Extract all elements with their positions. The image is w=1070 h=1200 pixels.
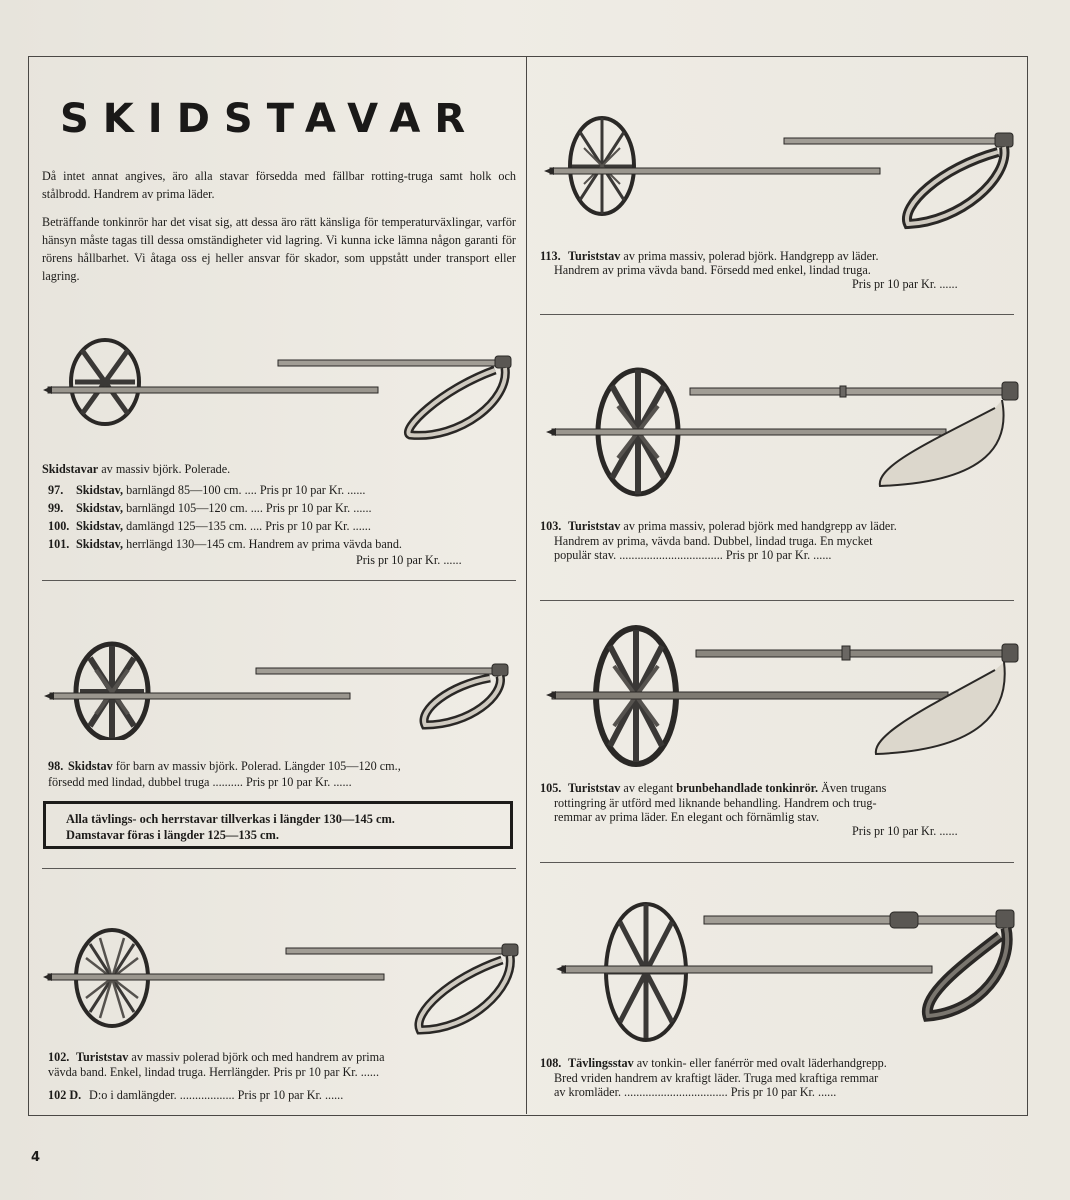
list-item: 101. Skidstav, herrlängd 130—145 cm. Handrem av prima vävda band. bbox=[48, 537, 402, 551]
list-item: 97. Skidstav, barnlängd 85—100 cm. .... Pris pr 10 par Kr. ...... bbox=[48, 483, 366, 497]
item102-line1: 102. Turiststav av massiv polerad björk och med handrem av prima bbox=[48, 1050, 385, 1064]
item103-line1: 103. Turiststav av prima massiv, polerad björk med handgrepp av läder. bbox=[540, 519, 897, 533]
intro-paragraph-2: Beträffande tonkinrör har det visat sig, att dessa äro rätt känsliga för temperaturväxlingar, varför hänsyn måste tagas till dessa omständigheter vid lagring. Vi kunna icke lämna någon garanti för rörens hållbarhet. Vi åtaga oss ej heller ansvar för skador, som uppstått under transport eller lagring. bbox=[42, 215, 516, 283]
item105-line1: 105. Turiststav av elegant brunbehandlade tonkinrör. Även trugans bbox=[540, 781, 887, 795]
item108-line2: Bred vriden handrem av kraftigt läder. Truga med kraftiga remmar bbox=[554, 1071, 879, 1085]
item113-price: Pris pr 10 par Kr. ...... bbox=[852, 277, 958, 291]
item105-price: Pris pr 10 par Kr. ...... bbox=[852, 824, 958, 838]
notice-line-2: Damstavar föras i längder 125—135 cm. bbox=[66, 828, 279, 842]
divider-left-1 bbox=[42, 580, 516, 581]
intro-paragraph-1: Då intet annat angives, äro alla stavar försedda med fällbar rotting-truga samt holk och stålbrodd. Handrem av prima läder. bbox=[42, 169, 516, 201]
item98-line1: 98. Skidstav för barn av massiv björk. Polerad. Längder 105—120 cm., bbox=[48, 759, 401, 773]
divider-right-3 bbox=[540, 862, 1014, 863]
divider-right-2 bbox=[540, 600, 1014, 601]
notice-line-1: Alla tävlings- och herrstavar tillverkas i längder 130—145 cm. bbox=[66, 812, 395, 826]
list-item: 99. Skidstav, barnlängd 105—120 cm. .... Pris pr 10 par Kr. ...... bbox=[48, 501, 372, 515]
item105-line2: rottingring är utförd med liknande behandling. Handrem och trug- bbox=[554, 796, 877, 810]
item113-line2: Handrem av prima vävda band. Försedd med enkel, lindad truga. bbox=[554, 263, 871, 277]
ski-pole-illustration-102 bbox=[40, 918, 526, 1038]
ski-pole-illustration-97 bbox=[40, 330, 520, 450]
length-notice-box bbox=[43, 801, 513, 849]
ski-pole-illustration-103 bbox=[540, 362, 1020, 498]
column-divider bbox=[526, 56, 527, 1114]
item98-line2: försedd med lindad, dubbel truga .......... Pris pr 10 par Kr. ...... bbox=[48, 775, 352, 789]
item102-line2: vävda band. Enkel, lindad truga. Herrlängder. Pris pr 10 par Kr. ...... bbox=[48, 1065, 380, 1079]
item101-price: Pris pr 10 par Kr. ...... bbox=[356, 553, 462, 567]
list-item: 100. Skidstav, damlängd 125—135 cm. .... Pris pr 10 par Kr. ...... bbox=[48, 519, 371, 533]
divider-right-1 bbox=[540, 314, 1014, 315]
page-title: SKIDSTAVAR bbox=[60, 96, 480, 142]
page-number: 4 bbox=[31, 1150, 41, 1165]
item103-line3: populär stav. .................................. Pris pr 10 par Kr. ...... bbox=[554, 548, 832, 562]
item102d-line: 102 D. D:o i damlängder. .................. Pris pr 10 par Kr. ...... bbox=[48, 1088, 344, 1102]
item105-line3: remmar av prima läder. En elegant och förnämlig stav. bbox=[554, 810, 820, 824]
divider-left-2 bbox=[42, 868, 516, 869]
ski-pole-illustration-113 bbox=[540, 108, 1020, 232]
item113-line1: 113. Turiststav av prima massiv, polerad björk. Handgrepp av läder. bbox=[540, 249, 879, 263]
item108-line1: 108. Tävlingsstav av tonkin- eller fanérrör med ovalt läderhandgrepp. bbox=[540, 1056, 887, 1070]
item108-line3: av kromläder. .................................. Pris pr 10 par Kr. ...... bbox=[554, 1085, 837, 1099]
ski-pole-illustration-105 bbox=[540, 622, 1020, 768]
ski-pole-illustration-98 bbox=[40, 630, 520, 740]
group1-heading: Skidstavar av massiv björk. Polerade. bbox=[42, 462, 231, 476]
item103-line2: Handrem av prima, vävda band. Dubbel, lindad truga. En mycket bbox=[554, 534, 873, 548]
ski-pole-illustration-108 bbox=[540, 896, 1020, 1042]
